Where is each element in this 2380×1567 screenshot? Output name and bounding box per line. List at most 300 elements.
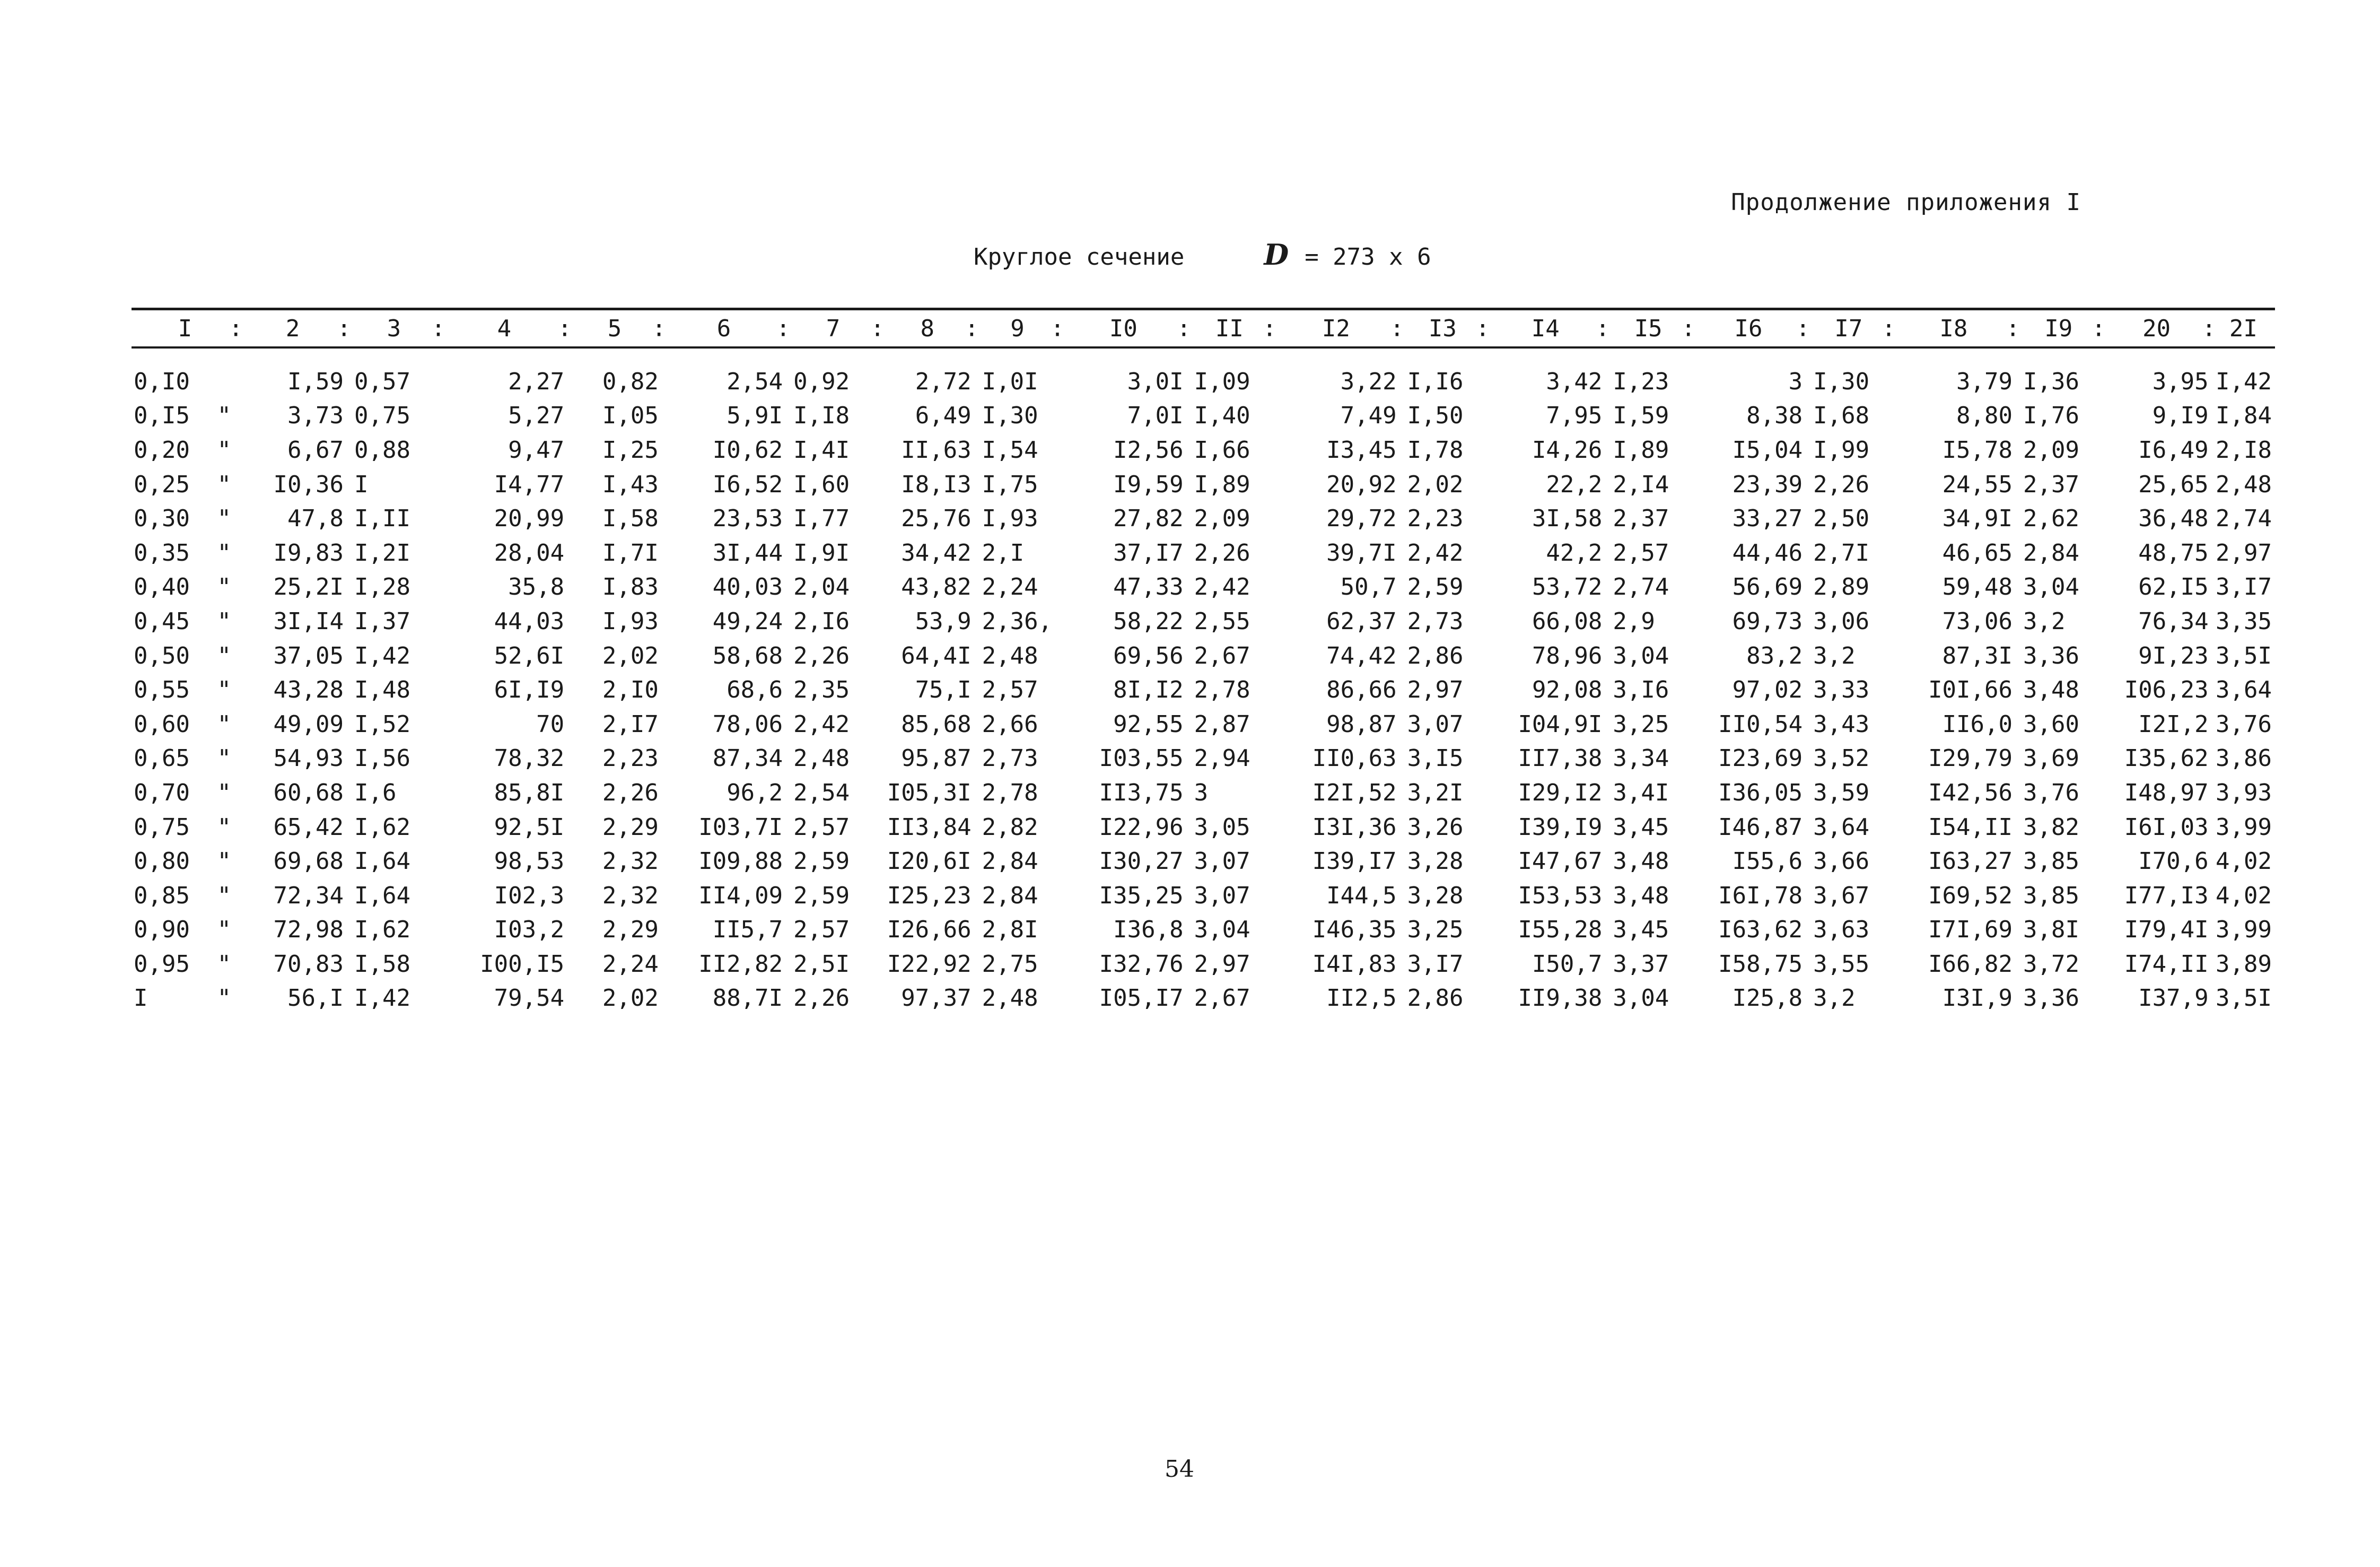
ditto-mark-cell: ": [217, 471, 231, 498]
value-cell: 54,93: [273, 745, 344, 772]
value-cell: 3,55: [1813, 950, 1870, 978]
value-cell: I,93: [982, 505, 1038, 533]
table-row: [132, 467, 2275, 502]
value-cell: I,6: [354, 779, 397, 806]
value-cell: 2,09: [2023, 436, 2079, 464]
data-table: [132, 310, 2275, 1015]
table-header: [132, 310, 2275, 349]
table-row: [132, 844, 2275, 878]
value-cell: I39,I7: [1312, 848, 1397, 875]
value-cell: I46,35: [1312, 916, 1397, 944]
value-cell: II4,09: [698, 882, 783, 909]
value-cell: 2,42: [1194, 573, 1250, 601]
value-cell: 3,48: [1613, 882, 1669, 909]
value-cell: 20,92: [1326, 471, 1397, 498]
value-cell: 0,88: [354, 436, 410, 464]
column-header: II :: [1187, 310, 1273, 347]
value-cell: 98,53: [494, 848, 565, 875]
value-cell: 2,57: [982, 676, 1038, 704]
value-cell: I2I,52: [1312, 779, 1397, 806]
value-cell: I3I,9: [1942, 985, 2013, 1012]
value-cell: I,30: [1813, 368, 1870, 395]
section-dimensions: = 273 х 6: [1305, 243, 1431, 271]
value-cell: 48,75: [2138, 539, 2209, 567]
value-cell: 78,06: [712, 710, 783, 738]
value-cell: 3,04: [1613, 642, 1669, 669]
value-cell: I,56: [354, 745, 410, 772]
value-cell: 2,I4: [1613, 471, 1669, 498]
value-cell: I32,76: [1099, 950, 1184, 978]
table-row: [132, 570, 2275, 605]
value-cell: I6,49: [2138, 436, 2209, 464]
value-cell: 92,55: [1113, 710, 1184, 738]
value-cell: 2,48: [2216, 471, 2272, 498]
value-cell: 2,23: [1407, 505, 1464, 533]
column-header: I8 :: [1892, 310, 2016, 347]
value-cell: 56,I: [287, 985, 344, 1012]
value-cell: 3,72: [2023, 950, 2079, 978]
value-cell: II,63: [901, 436, 972, 464]
value-cell: I,93: [602, 607, 659, 635]
value-cell: 3,4I: [1613, 779, 1669, 806]
row-key-cell: 0,55: [134, 676, 190, 704]
value-cell: 78,32: [494, 745, 565, 772]
value-cell: 87,34: [712, 745, 783, 772]
value-cell: I48,97: [2124, 779, 2209, 806]
ditto-mark-cell: ": [217, 779, 231, 806]
value-cell: I74,II: [2124, 950, 2209, 978]
value-cell: II3,75: [1099, 779, 1184, 806]
value-cell: 2,50: [1813, 505, 1870, 533]
value-cell: 2,I6: [793, 607, 850, 635]
value-cell: I,50: [1407, 402, 1464, 430]
value-cell: I54,II: [1928, 813, 2013, 841]
value-cell: 53,72: [1532, 573, 1603, 601]
value-cell: I79,4I: [2124, 916, 2209, 944]
value-cell: 79,54: [494, 985, 565, 1012]
value-cell: 2,35: [793, 676, 850, 704]
value-cell: 3,48: [1613, 848, 1669, 875]
value-cell: 3I,I4: [273, 607, 344, 635]
value-cell: 2,84: [982, 882, 1038, 909]
diameter-symbol: D: [1264, 238, 1289, 272]
value-cell: I,52: [354, 710, 410, 738]
value-cell: 85,8I: [494, 779, 565, 806]
value-cell: I,89: [1613, 436, 1669, 464]
value-cell: 92,5I: [494, 813, 565, 841]
ditto-mark-cell: ": [217, 539, 231, 567]
value-cell: 2,59: [1407, 573, 1464, 601]
value-cell: 62,37: [1326, 607, 1397, 635]
section-label: Круглое сечение: [974, 243, 1185, 271]
value-cell: I09,88: [698, 848, 783, 875]
value-cell: I,09: [1194, 368, 1250, 395]
value-cell: 97,37: [901, 985, 972, 1012]
value-cell: II0,54: [1718, 710, 1803, 738]
value-cell: 3,66: [1813, 848, 1870, 875]
value-cell: 7,0I: [1127, 402, 1184, 430]
value-cell: 0,92: [793, 368, 850, 395]
value-cell: 0,82: [602, 368, 659, 395]
value-cell: II7,38: [1518, 745, 1603, 772]
ditto-mark-cell: ": [217, 745, 231, 772]
value-cell: 2,24: [982, 573, 1038, 601]
header-row: [132, 310, 2275, 347]
value-cell: I3,45: [1326, 436, 1397, 464]
value-cell: I0,62: [712, 436, 783, 464]
value-cell: 2,26: [793, 985, 850, 1012]
value-cell: 3,85: [2023, 848, 2079, 875]
value-cell: I,64: [354, 848, 410, 875]
value-cell: 37,I7: [1113, 539, 1184, 567]
ditto-mark-cell: ": [217, 985, 231, 1012]
value-cell: I6,52: [712, 471, 783, 498]
value-cell: I: [354, 471, 369, 498]
value-cell: 75,I: [915, 676, 972, 704]
value-cell: 3,8I: [2023, 916, 2079, 944]
row-key-cell: 0,20: [134, 436, 190, 464]
value-cell: I2,56: [1113, 436, 1184, 464]
ditto-mark-cell: ": [217, 573, 231, 601]
value-cell: 3,45: [1613, 916, 1669, 944]
value-cell: 3,99: [2216, 813, 2272, 841]
column-header: 4 :: [441, 310, 567, 347]
value-cell: 2,54: [727, 368, 783, 395]
value-cell: I6I,78: [1718, 882, 1803, 909]
value-cell: 3,28: [1407, 848, 1464, 875]
value-cell: I,75: [982, 471, 1038, 498]
row-key-cell: 0,45: [134, 607, 190, 635]
value-cell: 3,07: [1194, 882, 1250, 909]
value-cell: 3,76: [2023, 779, 2079, 806]
value-cell: 2,42: [1407, 539, 1464, 567]
row-key-cell: I: [134, 985, 148, 1012]
value-cell: I,60: [793, 471, 850, 498]
value-cell: 34,42: [901, 539, 972, 567]
value-cell: 2,37: [2023, 471, 2079, 498]
value-cell: I,59: [1613, 402, 1669, 430]
value-cell: I4I,83: [1312, 950, 1397, 978]
value-cell: I,0I: [982, 368, 1038, 395]
value-cell: I7I,69: [1928, 916, 2013, 944]
value-cell: 2,02: [602, 642, 659, 669]
row-key-cell: 0,25: [134, 471, 190, 498]
table-row: [132, 742, 2275, 776]
value-cell: 3,35: [2216, 607, 2272, 635]
value-cell: I05,I7: [1099, 985, 1184, 1012]
value-cell: 2,82: [982, 813, 1038, 841]
value-cell: 23,39: [1732, 471, 1803, 498]
value-cell: 2,24: [602, 950, 659, 978]
value-cell: 42,2: [1546, 539, 1603, 567]
value-cell: 2,09: [1194, 505, 1250, 533]
value-cell: I22,96: [1099, 813, 1184, 841]
value-cell: 3I,44: [712, 539, 783, 567]
row-key-cell: 0,35: [134, 539, 190, 567]
value-cell: I,58: [354, 950, 410, 978]
value-cell: I,89: [1194, 471, 1250, 498]
value-cell: 3,I7: [2216, 573, 2272, 601]
value-cell: I,76: [2023, 402, 2079, 430]
value-cell: I,62: [354, 813, 410, 841]
value-cell: I,28: [354, 573, 410, 601]
value-cell: I47,67: [1518, 848, 1603, 875]
value-cell: 2,37: [1613, 505, 1669, 533]
value-cell: I,I6: [1407, 368, 1464, 395]
value-cell: 2,73: [982, 745, 1038, 772]
ditto-mark-cell: ": [217, 642, 231, 669]
value-cell: 5,27: [508, 402, 565, 430]
value-cell: 44,03: [494, 607, 565, 635]
value-cell: I,78: [1407, 436, 1464, 464]
value-cell: I29,I2: [1518, 779, 1603, 806]
value-cell: 62,I5: [2138, 573, 2209, 601]
value-cell: 3,60: [2023, 710, 2079, 738]
value-cell: 2,02: [1407, 471, 1464, 498]
column-header: 20 :: [2102, 310, 2212, 347]
value-cell: I,II: [354, 505, 410, 533]
value-cell: I77,I3: [2124, 882, 2209, 909]
value-cell: 20,99: [494, 505, 565, 533]
value-cell: 39,7I: [1326, 539, 1397, 567]
value-cell: 25,65: [2138, 471, 2209, 498]
table-row: [132, 947, 2275, 981]
row-key-cell: 0,85: [134, 882, 190, 909]
value-cell: I23,69: [1718, 745, 1803, 772]
table-row: [132, 639, 2275, 673]
value-cell: 2,57: [1613, 539, 1669, 567]
continuation-note: Продолжение приложения I: [1731, 189, 2081, 216]
value-cell: I9,59: [1113, 471, 1184, 498]
value-cell: I,2I: [354, 539, 410, 567]
value-cell: I03,55: [1099, 745, 1184, 772]
value-cell: 44,46: [1732, 539, 1803, 567]
value-cell: I26,66: [887, 916, 972, 944]
value-cell: 2,27: [508, 368, 565, 395]
row-key-cell: 0,80: [134, 848, 190, 875]
value-cell: 3,2: [1813, 642, 1856, 669]
value-cell: 0,75: [354, 402, 410, 430]
value-cell: 6I,I9: [494, 676, 565, 704]
value-cell: 86,66: [1326, 676, 1397, 704]
value-cell: 43,28: [273, 676, 344, 704]
value-cell: I25,8: [1732, 985, 1803, 1012]
value-cell: 87,3I: [1942, 642, 2013, 669]
value-cell: 8,38: [1746, 402, 1803, 430]
row-key-cell: 0,50: [134, 642, 190, 669]
row-key-cell: 0,40: [134, 573, 190, 601]
value-cell: 49,24: [712, 607, 783, 635]
value-cell: 36,48: [2138, 505, 2209, 533]
value-cell: 2,23: [602, 745, 659, 772]
value-cell: I,99: [1813, 436, 1870, 464]
value-cell: 3,36: [2023, 642, 2079, 669]
row-key-cell: 0,60: [134, 710, 190, 738]
table-row: [132, 810, 2275, 845]
value-cell: 58,22: [1113, 607, 1184, 635]
value-cell: 2,42: [793, 710, 850, 738]
value-cell: 9,47: [508, 436, 565, 464]
value-cell: II5,7: [712, 916, 783, 944]
value-cell: 2,26: [793, 642, 850, 669]
value-cell: 5,9I: [727, 402, 783, 430]
value-cell: 2,I7: [602, 710, 659, 738]
value-cell: 69,56: [1113, 642, 1184, 669]
value-cell: 3,82: [2023, 813, 2079, 841]
value-cell: I53,53: [1518, 882, 1603, 909]
value-cell: 2,86: [1407, 642, 1464, 669]
value-cell: I,48: [354, 676, 410, 704]
value-cell: 2,97: [1194, 950, 1250, 978]
value-cell: 2,57: [793, 916, 850, 944]
value-cell: I63,27: [1928, 848, 2013, 875]
value-cell: 2,48: [793, 745, 850, 772]
value-cell: I29,79: [1928, 745, 2013, 772]
value-cell: 70,83: [273, 950, 344, 978]
value-cell: II0,63: [1312, 745, 1397, 772]
value-cell: I5,78: [1942, 436, 2013, 464]
value-cell: 2,84: [982, 848, 1038, 875]
value-cell: I,54: [982, 436, 1038, 464]
value-cell: 3,45: [1613, 813, 1669, 841]
value-cell: 2,I0: [602, 676, 659, 704]
column-header: 8 :: [880, 310, 975, 347]
value-cell: 65,42: [273, 813, 344, 841]
value-cell: 3,99: [2216, 916, 2272, 944]
value-cell: I03,7I: [698, 813, 783, 841]
value-cell: 2,32: [602, 882, 659, 909]
value-cell: 3,5I: [2216, 985, 2272, 1012]
page-number: 54: [1165, 1456, 1194, 1483]
value-cell: I,68: [1813, 402, 1870, 430]
value-cell: 2,74: [1613, 573, 1669, 601]
value-cell: II3,84: [887, 813, 972, 841]
value-cell: 7,49: [1340, 402, 1397, 430]
value-cell: I,25: [602, 436, 659, 464]
value-cell: 2,67: [1194, 642, 1250, 669]
column-header: 5 :: [567, 310, 662, 347]
column-header: 2 :: [239, 310, 347, 347]
row-key-cell: 0,65: [134, 745, 190, 772]
value-cell: I,58: [602, 505, 659, 533]
value-cell: 35,8: [508, 573, 565, 601]
value-cell: 3,22: [1340, 368, 1397, 395]
value-cell: I,4I: [793, 436, 850, 464]
value-cell: I36,8: [1113, 916, 1184, 944]
value-cell: I,84: [2216, 402, 2272, 430]
value-cell: 3,25: [1407, 916, 1464, 944]
value-cell: I,77: [793, 505, 850, 533]
value-cell: 2,87: [1194, 710, 1250, 738]
value-cell: 2,02: [602, 985, 659, 1012]
value-cell: 3,06: [1813, 607, 1870, 635]
value-cell: 3,43: [1813, 710, 1870, 738]
ditto-mark-cell: [213, 349, 239, 399]
value-cell: 3,26: [1407, 813, 1464, 841]
value-cell: 2,67: [1194, 985, 1250, 1012]
value-cell: I,37: [354, 607, 410, 635]
value-cell: 2,5I: [793, 950, 850, 978]
value-cell: 9I,23: [2138, 642, 2209, 669]
value-cell: 68,6: [727, 676, 783, 704]
value-cell: 96,2: [727, 779, 783, 806]
value-cell: I30,27: [1099, 848, 1184, 875]
table-body: [132, 349, 2275, 1015]
value-cell: I46,87: [1718, 813, 1803, 841]
column-header: I3 :: [1400, 310, 1486, 347]
row-key-cell: 0,90: [134, 916, 190, 944]
value-cell: 76,34: [2138, 607, 2209, 635]
value-cell: 3,2: [1813, 985, 1856, 1012]
value-cell: 3,33: [1813, 676, 1870, 704]
value-cell: 3,5I: [2216, 642, 2272, 669]
table-row: [132, 604, 2275, 639]
value-cell: 2,59: [793, 882, 850, 909]
value-cell: 37,05: [273, 642, 344, 669]
value-cell: 3,0I: [1127, 368, 1184, 395]
value-cell: I,83: [602, 573, 659, 601]
value-cell: 3,I6: [1613, 676, 1669, 704]
value-cell: 3,85: [2023, 882, 2079, 909]
value-cell: 3I,58: [1532, 505, 1603, 533]
value-cell: 3,59: [1813, 779, 1870, 806]
value-cell: 28,04: [494, 539, 565, 567]
column-header: I4 :: [1485, 310, 1605, 347]
value-cell: 25,2I: [273, 573, 344, 601]
column-header: I0 :: [1060, 310, 1186, 347]
value-cell: 2,78: [982, 779, 1038, 806]
value-cell: I50,7: [1532, 950, 1603, 978]
column-header: I7 :: [1806, 310, 1892, 347]
value-cell: I,7I: [602, 539, 659, 567]
table-row: [132, 878, 2275, 913]
value-cell: I00,I5: [480, 950, 565, 978]
value-cell: I,42: [2216, 368, 2272, 395]
value-cell: I6I,03: [2124, 813, 2209, 841]
row-key-cell: 0,I5: [134, 402, 190, 430]
value-cell: 2,55: [1194, 607, 1250, 635]
value-cell: 2,48: [982, 985, 1038, 1012]
value-cell: II9,38: [1518, 985, 1603, 1012]
value-cell: 0,57: [354, 368, 410, 395]
value-cell: 3,95: [2152, 368, 2209, 395]
value-cell: I05,3I: [887, 779, 972, 806]
value-cell: 3,2: [2023, 607, 2066, 635]
value-cell: I06,23: [2124, 676, 2209, 704]
value-cell: 2,66: [982, 710, 1038, 738]
value-cell: 25,76: [901, 505, 972, 533]
value-cell: I35,62: [2124, 745, 2209, 772]
value-cell: 3,93: [2216, 779, 2272, 806]
value-cell: 3,04: [1613, 985, 1669, 1012]
ditto-mark-cell: ": [217, 710, 231, 738]
value-cell: 2,74: [2216, 505, 2272, 533]
column-header: I9 :: [2016, 310, 2102, 347]
value-cell: 2,8I: [982, 916, 1038, 944]
value-cell: 3: [1788, 368, 1803, 395]
value-cell: I,42: [354, 642, 410, 669]
table-row: [132, 399, 2275, 433]
ditto-mark-cell: ": [217, 950, 231, 978]
value-cell: 2,7I: [1813, 539, 1870, 567]
value-cell: 2,78: [1194, 676, 1250, 704]
value-cell: 3,63: [1813, 916, 1870, 944]
value-cell: I44,5: [1326, 882, 1397, 909]
value-cell: 3,04: [1194, 916, 1250, 944]
value-cell: I,I8: [793, 402, 850, 430]
value-cell: 3,04: [2023, 573, 2079, 601]
value-cell: I55,6: [1732, 848, 1803, 875]
